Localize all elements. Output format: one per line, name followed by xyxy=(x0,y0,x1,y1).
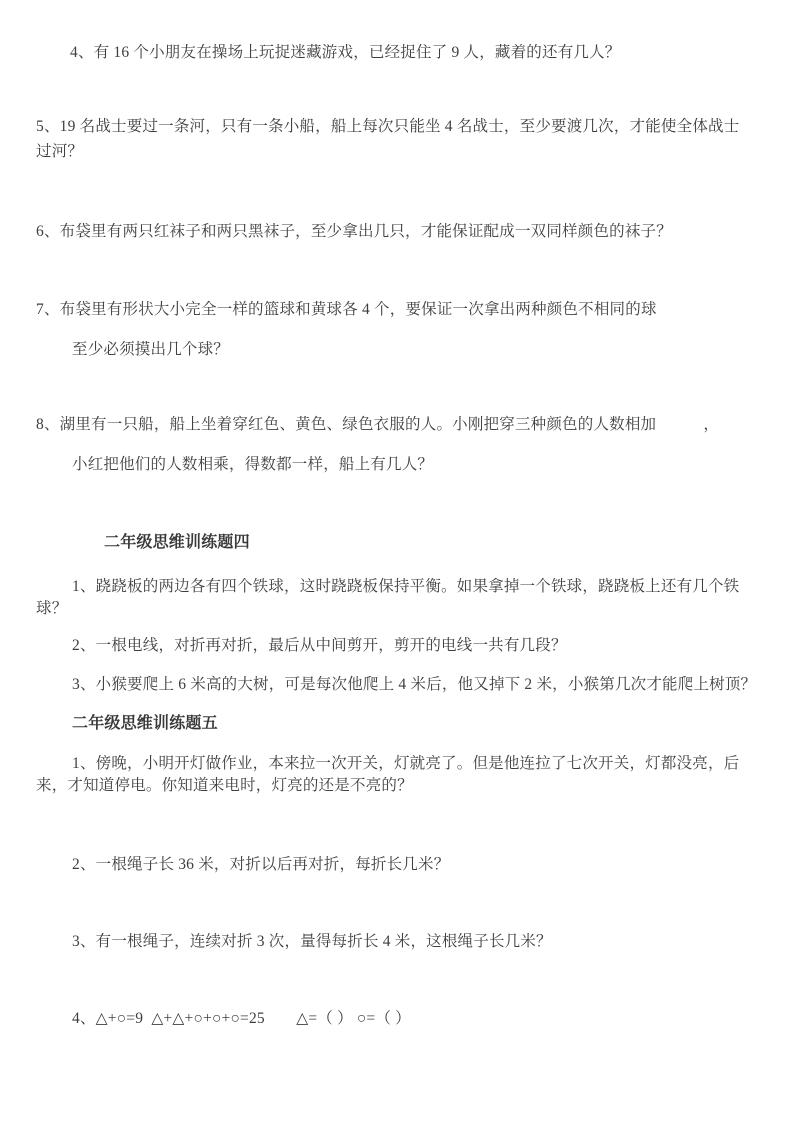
question-5-2: 2、一根绳子长 36 米，对折以后再对折，每折长几米？ xyxy=(72,856,450,873)
section-four-heading: 二年级思维训练题四 xyxy=(104,534,250,551)
question-3-6: 6、布袋里有两只红袜子和两只黑袜子，至少拿出几只，才能保证配成一双同样颜色的袜子？ xyxy=(36,223,672,240)
question-3-7-line2: 至少必须摸出几个球？ xyxy=(72,341,230,358)
question-3-5-line2: 过河？ xyxy=(36,143,84,160)
question-3-7-line1: 7、布袋里有形状大小完全一样的篮球和黄球各 4 个，要保证一次拿出两种颜色不相同的球 xyxy=(36,301,657,318)
question-5-1-line2: 来，才知道停电。你知道来电时，灯亮的还是不亮的？ xyxy=(36,777,413,794)
question-4-1-line1: 1、跷跷板的两边各有四个铁球，这时跷跷板保持平衡。如果拿掉一个铁球，跷跷板上还有几个铁 xyxy=(72,578,740,595)
question-4-3: 3、小猴要爬上 6 米高的大树，可是每次他爬上 4 米后，他又掉下 2 米，小猴第几次才能爬上树顶？ xyxy=(72,676,757,693)
question-4-1-line2: 球？ xyxy=(36,600,68,617)
question-3-5-line1: 5、19 名战士要过一条河，只有一条小船，船上每次只能坐 4 名战士，至少要渡几次，才能使全体战士 xyxy=(36,118,740,135)
section-five-heading: 二年级思维训练题五 xyxy=(72,715,218,732)
question-3-4: 4、有 16 个小朋友在操场上玩捉迷藏游戏，已经捉住了 9 人，藏着的还有几人？ xyxy=(70,44,621,61)
question-3-8-line1: 8、湖里有一只船，船上坐着穿红色、黄色、绿色衣服的人。小刚把穿三种颜色的人数相加 ， xyxy=(36,416,720,433)
question-5-1-line1: 1、傍晚，小明开灯做作业，本来拉一次开关，灯就亮了。但是他连拉了七次开关，灯都没亮，后 xyxy=(72,755,740,772)
question-5-4: 4、△+○=9 △+△+○+○+○=25 △=（ ） ○=（ ） xyxy=(72,1010,411,1027)
question-4-2: 2、一根电线，对折再对折，最后从中间剪开，剪开的电线一共有几段？ xyxy=(72,637,567,654)
question-5-3: 3、有一根绳子，连续对折 3 次，量得每折长 4 米，这根绳子长几米？ xyxy=(72,933,552,950)
question-3-8-line2: 小红把他们的人数相乘，得数都一样，船上有几人？ xyxy=(72,456,434,473)
